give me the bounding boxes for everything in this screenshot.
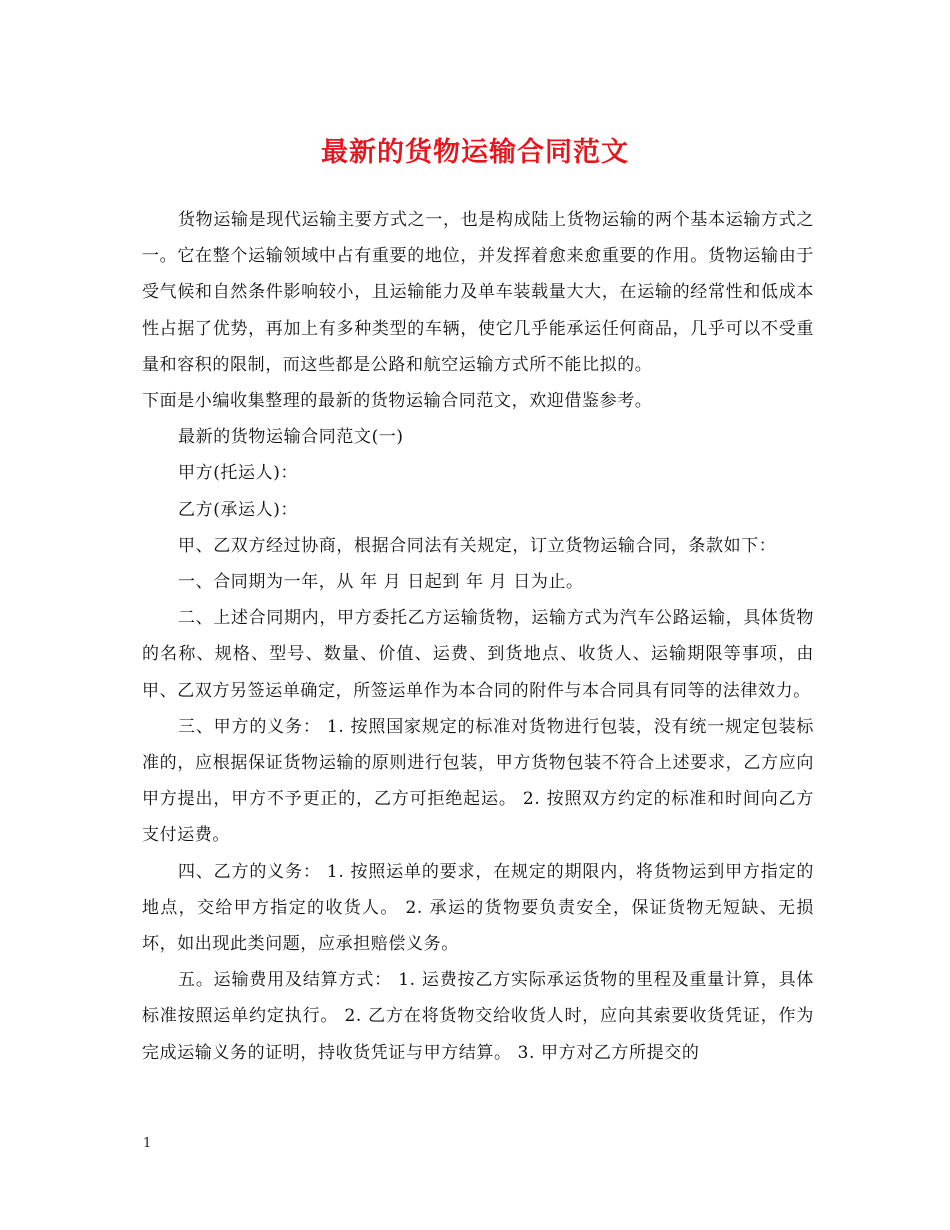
document-title: 最新的货物运输合同范文 bbox=[321, 137, 629, 168]
party-a-line: 甲方(托运人)： bbox=[178, 463, 299, 484]
intro-note-paragraph: 下面是小编收集整理的最新的货物运输合同范文，欢迎借鉴参考。 bbox=[142, 391, 653, 412]
intro-paragraph: 货物运输是现代运输主要方式之一，也是构成陆上货物运输的两个基本运输方式之一。它在整个运输领域中占有重要的地位，并发挥着愈来愈重要的作用。货物运输由于受气候和自然条件影响较小，且运输能力及单车装载量大大，在运输的经常性和低成本性占据了优势，再加上有多种类型的车辆，使它几乎能承运任何商品，几乎可以不受重量和容积的限制，而这些都是公路和航空运输方式所不能比拟的。 bbox=[142, 210, 814, 375]
clause-2: 二、上述合同期内，甲方委托乙方运输货物，运输方式为汽车公路运输，具体货物的名称、规格、型号、数量、价值、运费、到货地点、收货人、运输期限等事项，由甲、乙双方另签运单确定，所签运单作为本合同的附件与本合同具有同等的法律效力。 bbox=[142, 608, 814, 701]
clause-5: 五。运输费用及结算方式： 1. 运费按乙方实际承运货物的里程及重量计算，具体标准按照运单约定执行。 2. 乙方在将货物交给收货人时，应向其索要收货凭证，作为完成运输义务的证明，持收货凭证与甲方结算。 3. 甲方对乙方所提交的 bbox=[142, 970, 814, 1063]
agreement-preamble: 甲、乙双方经过协商，根据合同法有关规定，订立货物运输合同，条款如下： bbox=[178, 535, 777, 556]
clause-4: 四、乙方的义务： 1. 按照运单的要求，在规定的期限内，将货物运到甲方指定的地点，交给甲方指定的收货人。 2. 承运的货物要负责安全，保证货物无短缺、无损坏，如出现此类问题，应承担赔偿义务。 bbox=[142, 861, 814, 955]
page-number: 1 bbox=[143, 1136, 152, 1151]
clause-3: 三、甲方的义务： 1. 按照国家规定的标准对货物进行包装，没有统一规定包装标准的，应根据保证货物运输的原则进行包装，甲方货物包装不符合上述要求，乙方应向甲方提出，甲方不予更正的，乙方可拒绝起运。 2. 按照双方约定的标准和时间向乙方支付运费。 bbox=[142, 716, 814, 846]
clause-1: 一、合同期为一年，从 年 月 日起到 年 月 日为止。 bbox=[178, 572, 584, 593]
document-body bbox=[142, 202, 814, 1071]
party-b-line: 乙方(承运人)： bbox=[178, 499, 299, 520]
section-heading: 最新的货物运输合同范文(一) bbox=[178, 427, 404, 448]
